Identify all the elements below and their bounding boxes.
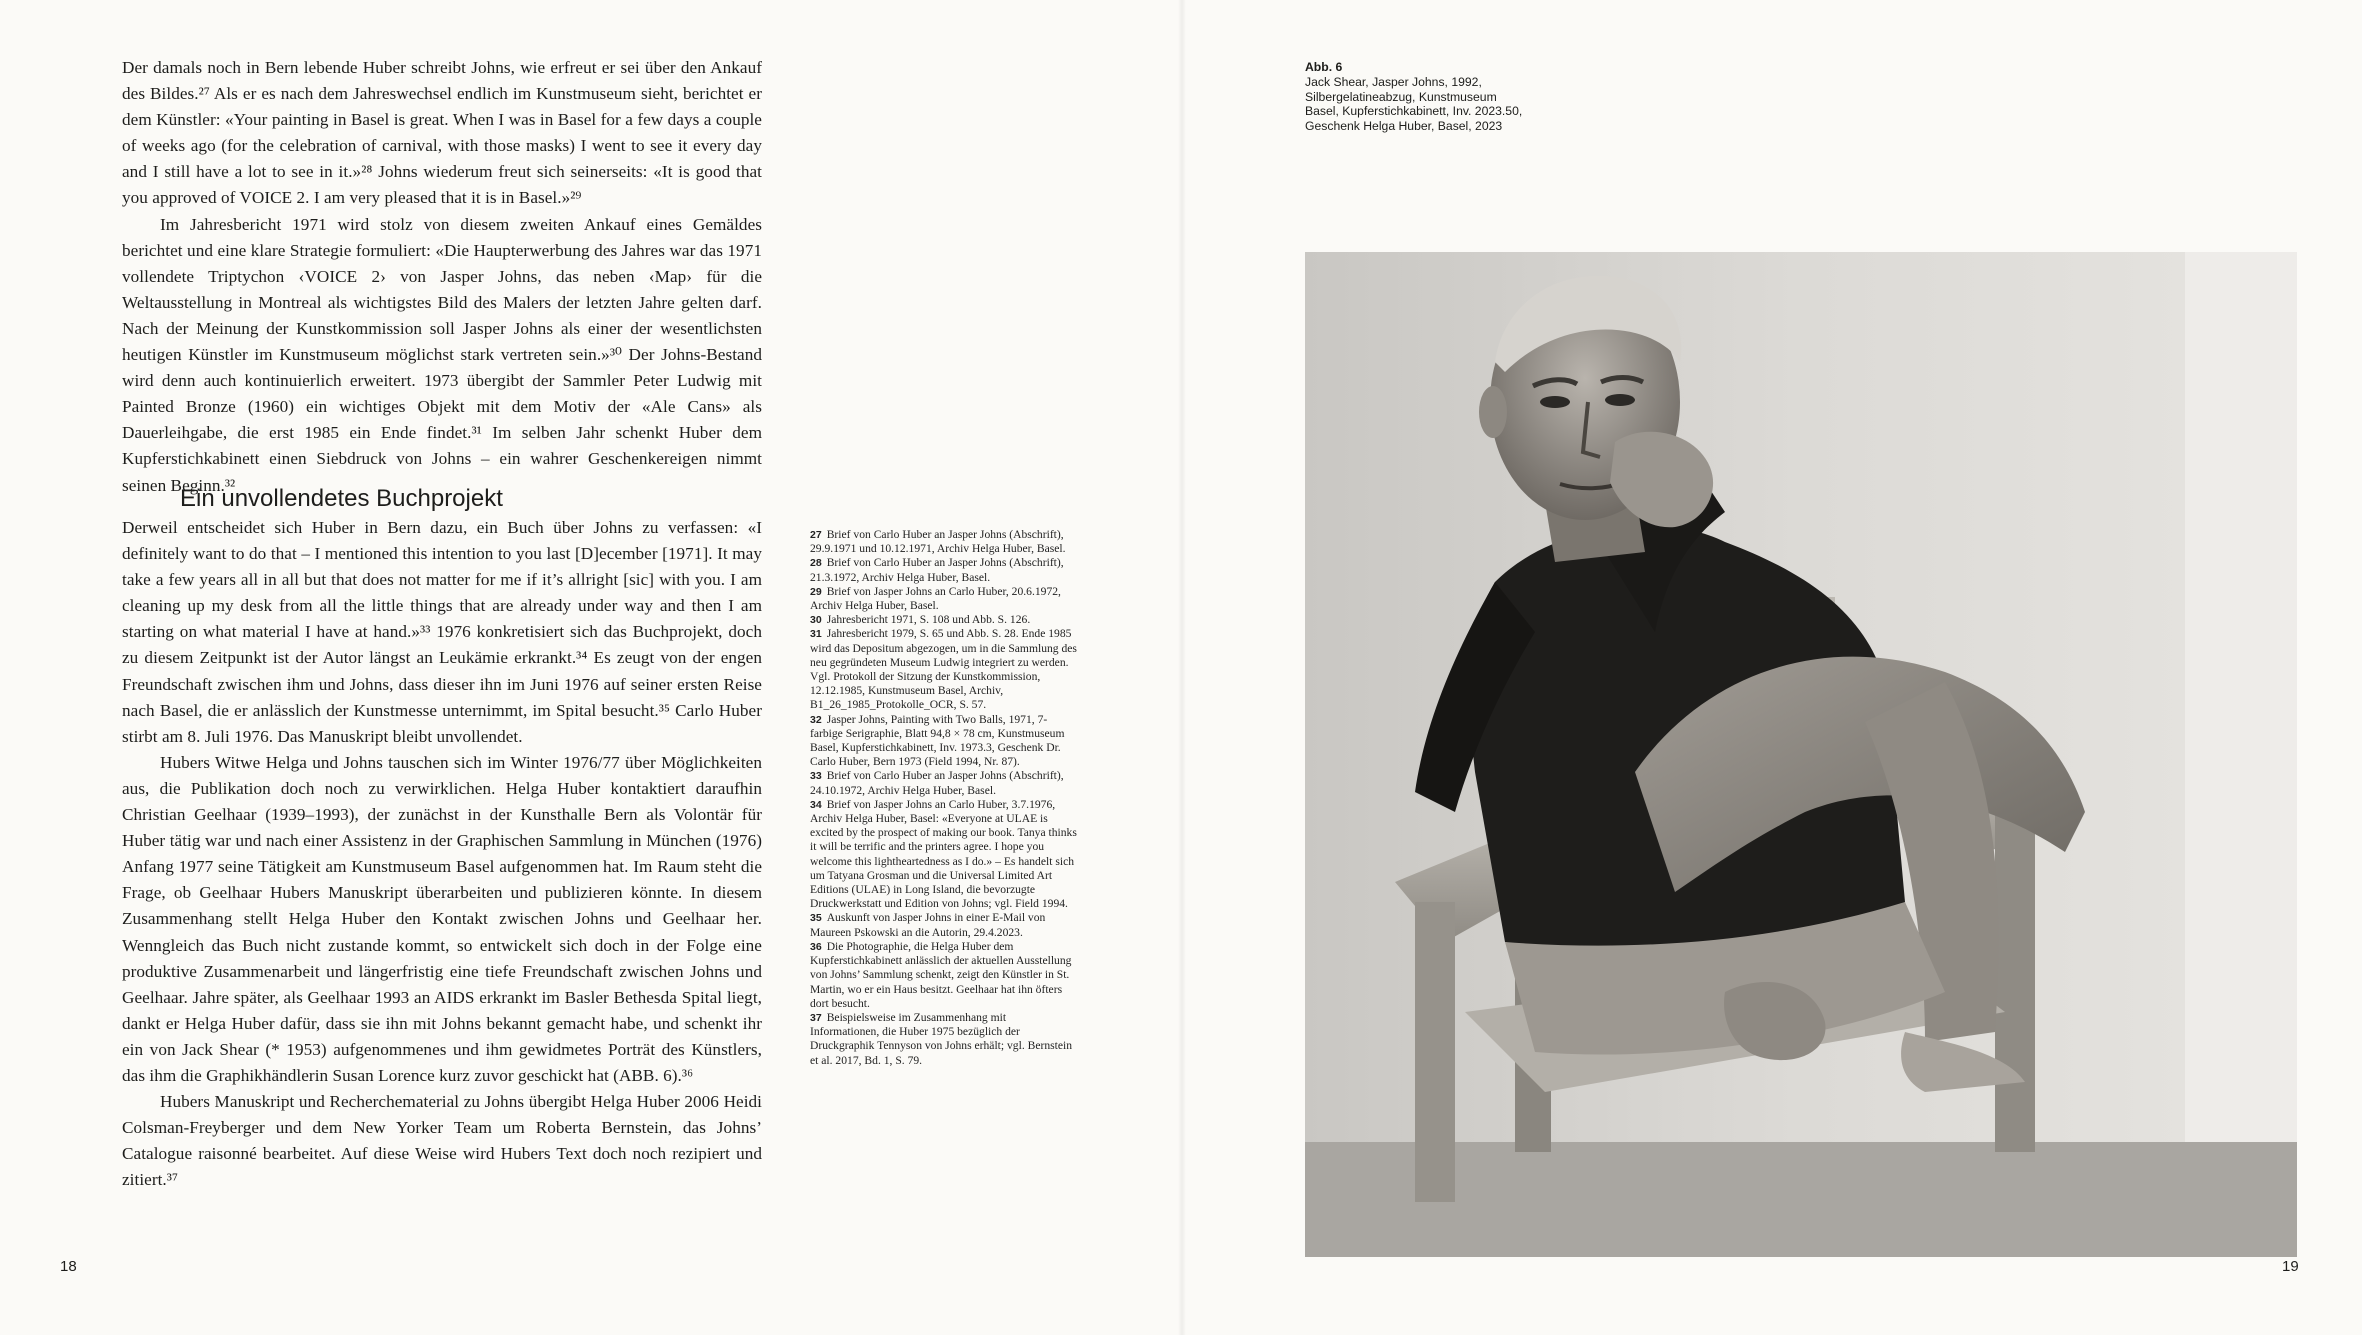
footnote: 27 Brief von Carlo Huber an Jasper Johns (Abschrift), 29.9.1971 und 10.12.1971, Archiv Helga Huber, Basel.	[810, 528, 1066, 556]
book-gutter	[1178, 0, 1186, 1335]
footnote: 34 Brief von Jasper Johns an Carlo Huber, 3.7.1976, Archiv Helga Huber, Basel: «Everyone at ULAE is excited by the prospect of making our book. Tanya thinks it will be terrific and the printers agree. I hope you welcome this lightheartedness as I do.» – Es handelt sich um Tatyana Grosman und die Universal Limited Art Editions (ULAE) in Long Island, die bevorzugte Druckwerkstatt und Edition von Johns; vgl. Field 1994.	[810, 797, 1077, 911]
footnote: 33 Brief von Carlo Huber an Jasper Johns (Abschrift), 24.10.1972, Archiv Helga Huber, Basel.	[810, 769, 1064, 797]
paragraph: Derweil entscheidet sich Huber in Bern dazu, ein Buch über Johns zu verfassen: «I definitely want to do that – I mentioned this intention to you last [D]ecember [1971]. It may take a few years all in all but that does not matter for me if it’s allright [sic] with you. I am cleaning up my desk from all the little things that are already under way and then I am starting on what material I have at hand.»³³ 1976 konkretisiert sich das Buchprojekt, doch zu diesem Zeitpunkt ist der Autor längst an Leukämie erkrankt.³⁴ Es zeugt von der engen Freundschaft zwischen ihm und Johns, dass dieser ihn im Juni 1976 auf seiner ersten Reise nach Basel, die er anlässlich der Kunstmesse unternimmt, im Spital besucht.³⁵ Carlo Huber stirbt am 8. Juli 1976. Das Manuskript bleibt unvollendet.	[122, 518, 762, 746]
body-text-top	[122, 55, 762, 499]
footnote: 36 Die Photographie, die Helga Huber dem Kupferstichkabinett anlässlich der aktuellen Ausstellung von Johns’ Sammlung schenkt, zeigt den Künstler in St. Martin, wo er ein Haus besitzt. Geelhaar hat ihn öfters dort besucht.	[810, 939, 1072, 1010]
footnote: 37 Beispielsweise im Zusammenhang mit Informationen, die Huber 1975 bezüglich der Druckgraphik Tennyson von Johns erhält; vgl. Bernstein et al. 2017, Bd. 1, S. 79.	[810, 1010, 1073, 1067]
footnote: 28 Brief von Carlo Huber an Jasper Johns (Abschrift), 21.3.1972, Archiv Helga Huber, Basel.	[810, 556, 1064, 584]
footnote: 32 Jasper Johns, Painting with Two Balls, 1971, 7-farbige Serigraphie, Blatt 94,8 × 78 cm, Kunstmuseum Basel, Kupferstichkabinett, Inv. 1973.3, Geschenk Dr. Carlo Huber, Bern 1973 (Field 1994, Nr. 87).	[810, 712, 1065, 769]
footnote: 35 Auskunft von Jasper Johns in einer E-Mail von Maureen Pskowski an die Autorin, 29.4.2023.	[810, 911, 1046, 939]
paragraph: Der damals noch in Bern lebende Huber schreibt Johns, wie erfreut er sei über den Ankauf des Bildes.²⁷ Als er es nach dem Jahreswechsel endlich im Kunstmuseum sieht, berichtet er dem Künstler: «Your painting in Basel is great. When I was in Basel for a few days a couple of weeks ago (for the celebration of carnival, with those masks) I went to see it every day and I still have a lot to see in it.»²⁸ Johns wiederum freut sich seinerseits: «It is good that you approved of VOICE 2. I am very pleased that it is in Basel.»²⁹	[122, 58, 762, 208]
section-heading: Ein unvollendetes Buchprojekt	[180, 485, 503, 512]
photo-illustration	[1305, 252, 2297, 1257]
page-number-left: 18	[60, 1258, 77, 1275]
footnote: 29 Brief von Jasper Johns an Carlo Huber, 20.6.1972, Archiv Helga Huber, Basel.	[810, 584, 1061, 613]
footnotes	[810, 528, 1078, 1068]
caption-text: Jack Shear, Jasper Johns, 1992, Silbergelatineabzug, Kunstmuseum Basel, Kupferstichkabinett, Inv. 2023.50, Geschenk Helga Huber, Basel, 2023	[1305, 74, 1523, 134]
paragraph: Im Jahresbericht 1971 wird stolz von diesem zweiten Ankauf eines Gemäldes berichtet und eine klare Strategie formuliert: «Die Haupterwerbung des Jahres war das 1971 vollendete Triptychon ‹VOICE 2› von Jasper Johns, das neben ‹Map› für die Weltausstellung in Montreal als wichtigstes Bild des Malers der letzten Jahre gelten darf. Nach der Meinung der Kunstkommission soll Jasper Johns als einer der wesentlichsten heutigen Künstler im Kunstmuseum möglichst stark vertreten sein.»³⁰ Der Johns-Bestand wird denn auch kontinuierlich erweitert. 1973 übergibt der Sammler Peter Ludwig mit Painted Bronze (1960) ein wichtiges Objekt mit dem Motiv der «Ale Cans» als Dauerleihgabe, die erst 1985 ein Ende findet.³¹ Im selben Jahr schenkt Huber dem Kupferstichkabinett einen Siebdruck von Johns – ein wahrer Geschenkereigen nimmt seinen Beginn.³²	[122, 214, 762, 495]
portrait-photograph	[1305, 252, 2297, 1257]
paragraph: Hubers Witwe Helga und Johns tauschen sich im Winter 1976/77 über Möglichkeiten aus, die Publikation doch noch zu verwirklichen. Helga Huber kontaktiert daraufhin Christian Geelhaar (1939–1993), der zunächst in der Kunsthalle Bern als Volontär für Huber tätig war und nach einer Assistenz in der Graphischen Sammlung in München (1976) Anfang 1977 seine Tätigkeit am Kunstmuseum Basel aufgenommen hat. Im Raum steht die Frage, ob Geelhaar Hubers Manuskript überarbeiten und publizieren könnte. In diesem Zusammenhang stellt Helga Huber den Kontakt zwischen Johns und Geelhaar her. Wenngleich das Buch nicht zustande kommt, so entwickelt sich doch in der Folge eine produktive Zusammenarbeit und längerfristig eine tiefe Freundschaft zwischen Johns und Geelhaar. Jahre später, als Geelhaar 1993 an AIDS erkrankt im Basler Bethesda Spital liegt, dankt er Helga Huber dafür, dass sie ihn mit Johns bekannt gemacht habe, und schenkt ihr ein von Jack Shear (* 1953) aufgenommenes und ihm gewidmetes Porträt des Künstlers, das ihm die Graphikhändlerin Susan Lorence kurz zuvor geschickt hat (ABB. 6).³⁶	[122, 752, 762, 1085]
page-number-right: 19	[2282, 1258, 2299, 1275]
footnote: 30 Jahresbericht 1971, S. 108 und Abb. S. 126.	[810, 613, 1031, 627]
caption-label: Abb. 6	[1305, 60, 1343, 74]
figure-caption	[1305, 60, 1525, 134]
paragraph: Hubers Manuskript und Recherchematerial zu Johns übergibt Helga Huber 2006 Heidi Colsman-Freyberger und dem New Yorker Team um Roberta Bernstein, das Johns’ Catalogue raisonné bearbeitet. Auf diese Weise wird Hubers Text doch noch rezipiert und zitiert.³⁷	[122, 1092, 762, 1190]
footnote: 31 Jahresbericht 1979, S. 65 und Abb. S. 28. Ende 1985 wird das Depositum abgezogen, um in die Sammlung des neu gegründeten Museum Ludwig integriert zu werden. Vgl. Protokoll der Sitzung der Kunstkommission, 12.12.1985, Kunstmuseum Basel, Archiv, B1_26_1985_Protokolle_OCR, S. 57.	[810, 627, 1077, 712]
body-text-bottom	[122, 515, 762, 1193]
